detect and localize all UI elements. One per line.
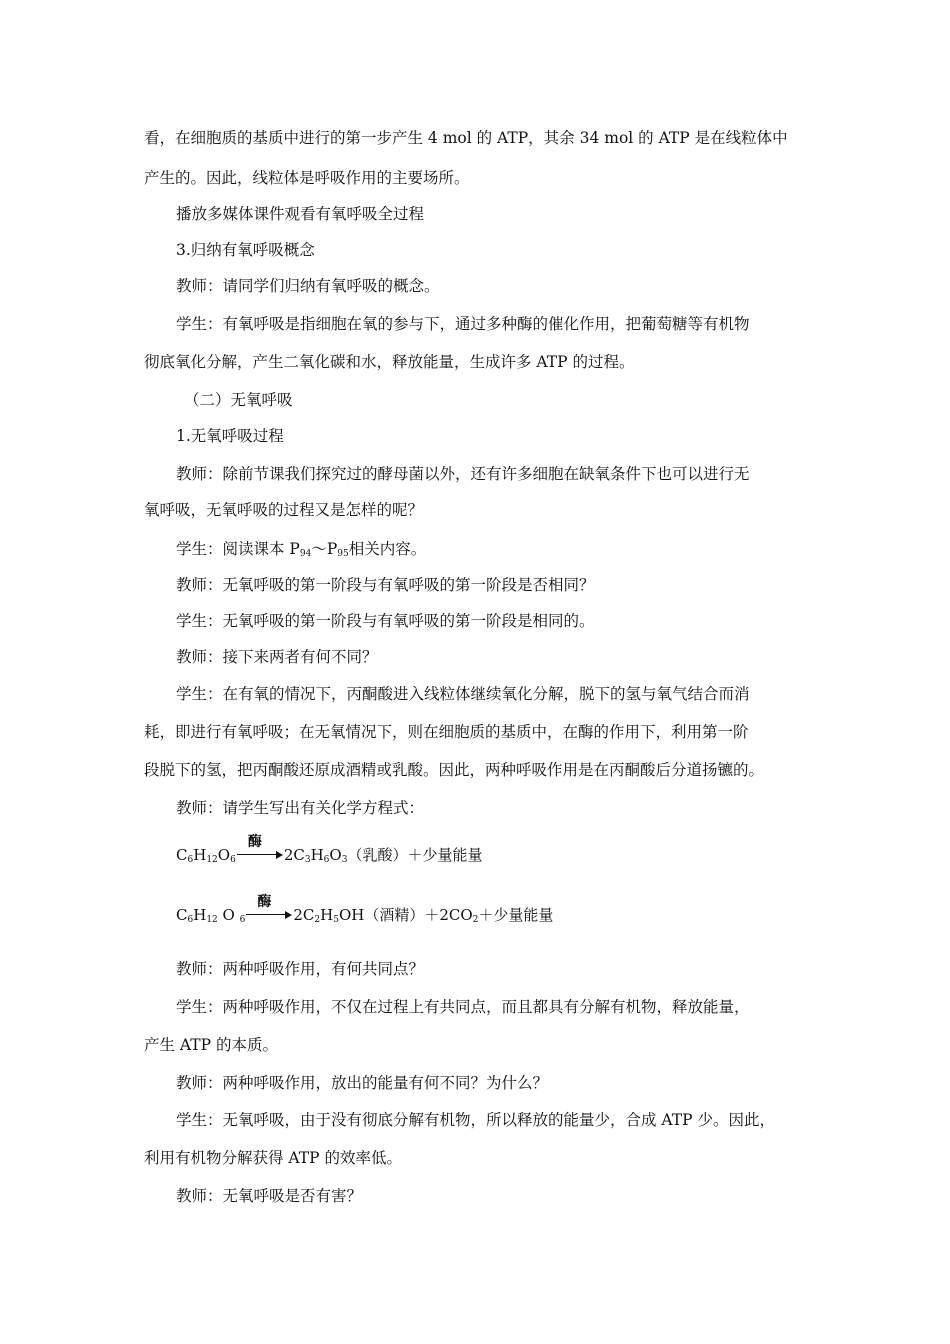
dialogue-teacher: 教师：两种呼吸作用，有何共同点？ [176,960,425,978]
dialogue-student: 学生：有氧呼吸是指细胞在氧的参与下，通过多种酶的催化作用，把葡萄糖等有机物 [176,315,750,333]
eq-text: C [176,906,188,924]
eq-text: H [193,906,207,924]
subscript: 6 [239,915,246,925]
dialogue-student: 学生：无氧呼吸的第一阶段与有氧呼吸的第一阶段是相同的。 [176,612,595,630]
eq-text: ＋少量能量 [478,906,554,924]
eq-text: 2C [283,846,305,864]
eq-text: O [217,846,231,864]
paragraph-line: 段脱下的氢，把丙酮酸还原成酒精或乳酸。因此，两种呼吸作用是在丙酮酸后分道扬镳的。 [144,761,765,779]
subscript: 2 [314,915,321,925]
text-run: 相关内容。 [348,540,427,558]
subscript: 94 [299,549,312,559]
chemical-equation-lactic [176,834,483,866]
paragraph-line: 氧呼吸，无氧呼吸的过程又是怎样的呢？ [144,501,424,519]
dialogue-student: 学生：无氧呼吸，由于没有彻底分解有机物，所以释放的能量少，合成 ATP 少。因此， [176,1111,775,1129]
paragraph-line: 看，在细胞质的基质中进行的第一步产生 4 mol 的 ATP，其余 34 mol 的 ATP 是在线粒体中 [144,129,788,147]
section-heading: 1.无氧呼吸过程 [176,427,284,445]
chemical-equation-alcohol [176,894,554,926]
eq-text: H [310,846,324,864]
enzyme-label: 酶 [257,894,272,910]
reaction-arrow-icon [237,834,283,862]
eq-text: H [320,906,334,924]
dialogue-teacher: 教师：请学生写出有关化学方程式： [176,799,425,817]
eq-text: C [176,846,188,864]
dialogue-student: 学生：在有氧的情况下，丙酮酸进入线粒体继续氧化分解，脱下的氢与氧气结合而消 [176,685,750,703]
paragraph-line: 产生 ATP 的本质。 [144,1036,278,1054]
dialogue-teacher: 教师：除前节课我们探究过的酵母菌以外，还有许多细胞在缺氧条件下也可以进行无 [176,465,750,483]
subscript: 6 [187,855,194,865]
text-run: ～P [311,540,338,558]
eq-text: H [193,846,207,864]
subscript: 12 [206,915,218,925]
eq-text: （乳酸）＋少量能量 [347,846,483,864]
dialogue-teacher: 教师：两种呼吸作用，放出的能量有何不同？为什么？ [176,1074,549,1092]
section-heading: 3.归纳有氧呼吸概念 [176,241,315,259]
subscript: 3 [341,855,348,865]
paragraph-line: 播放多媒体课件观看有氧呼吸全过程 [176,205,425,223]
paragraph-line: 产生的。因此，线粒体是呼吸作用的主要场所。 [144,169,470,187]
paragraph-line: 彻底氧化分解，产生二氧化碳和水，释放能量，生成许多 ATP 的过程。 [144,353,635,371]
enzyme-label: 酶 [247,834,262,850]
dialogue-student: 学生：两种呼吸作用，不仅在过程上有共同点，而且都具有分解有机物，释放能量， [176,998,750,1016]
paragraph-line: 耗，即进行有氧呼吸；在无氧情况下，则在细胞质的基质中，在酶的作用下，利用第一阶 [144,723,749,741]
eq-text: O [329,846,342,864]
subscript: 95 [337,549,349,559]
text-run: 学生：阅读课本 P [176,540,300,558]
eq-text: （酒精）＋2CO [364,906,473,924]
subscript: 12 [206,855,218,865]
dialogue-teacher: 教师：无氧呼吸的第一阶段与有氧呼吸的第一阶段是否相同？ [176,576,595,594]
subscript: 6 [323,855,330,865]
dialogue-teacher: 教师：无氧呼吸是否有害？ [176,1187,363,1205]
dialogue-teacher: 教师：请同学们归纳有氧呼吸的概念。 [176,277,440,295]
eq-text: 2C [293,906,315,924]
subscript: 6 [187,915,194,925]
eq-text: O [217,906,240,924]
subscript: 5 [333,915,339,925]
reaction-arrow-icon [246,894,292,922]
paragraph-line: 利用有机物分解获得 ATP 的效率低。 [144,1149,402,1167]
dialogue-student [176,538,426,560]
section-heading: （二）无氧呼吸 [184,391,293,409]
subscript: 2 [472,915,479,925]
dialogue-teacher: 教师：接下来两者有何不同？ [176,648,378,666]
eq-text: OH [338,906,365,924]
subscript: 3 [304,855,311,865]
subscript: 6 [230,855,236,865]
